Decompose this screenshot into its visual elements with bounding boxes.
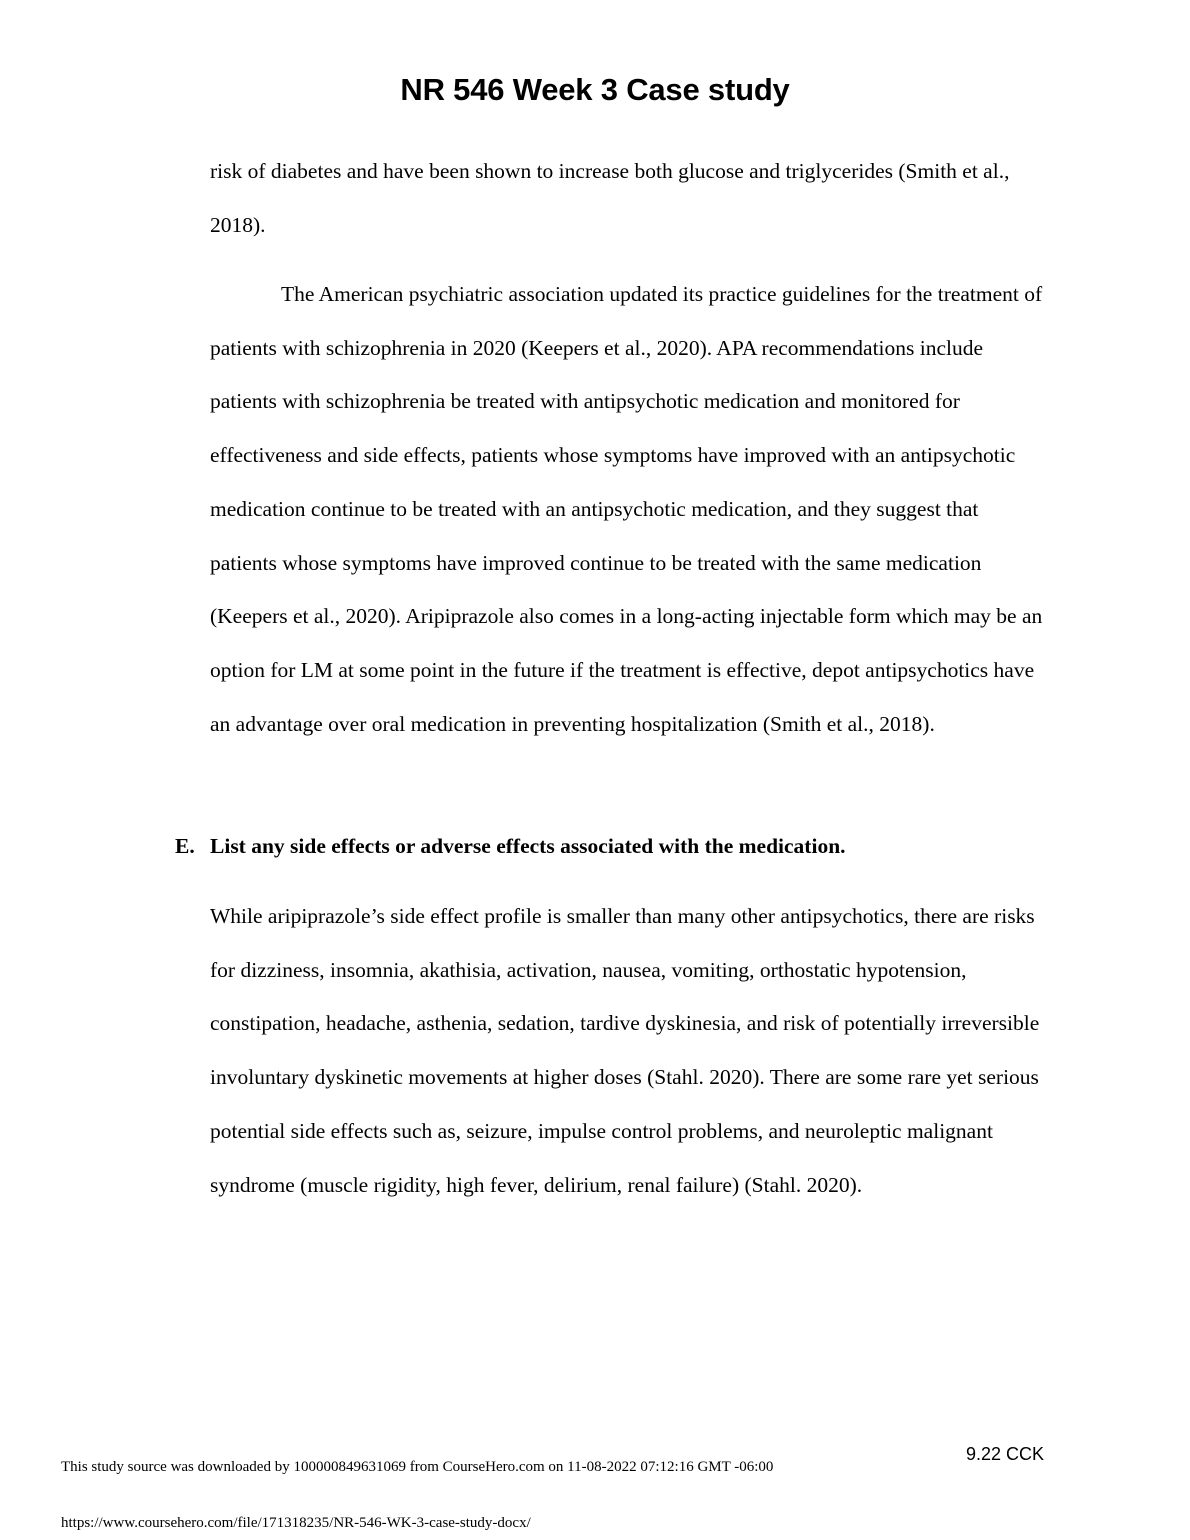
document-title: NR 546 Week 3 Case study bbox=[400, 72, 790, 107]
footer-url: https://www.coursehero.com/file/171318235/NR-546-WK-3-case-study-docx/ bbox=[61, 1515, 531, 1531]
body-paragraph-2: The American psychiatric association updated its practice guidelines for the treatment of patients with schizophrenia in 2020 (Keepers et al., 2020). APA recommendations include patients with schizophrenia be treated with antipsychotic medication and monitored for effectiveness and side effects, patients whose symptoms have improved with an antipsychotic medication continue to be treated with an antipsychotic medication, and they suggest that patients whose symptoms have improved continue to be treated with the same medication (Keepers et al., 2020). Aripiprazole also comes in a long-acting injectable form which may be an option for LM at some point in the future if the treatment is effective, depot antipsychotics have an advantage over oral medication in preventing hospitalization (Smith et al., 2018). bbox=[210, 282, 1043, 736]
section-e-heading-text: List any side effects or adverse effects associated with the medication. bbox=[210, 834, 846, 858]
body-paragraph-1: risk of diabetes and have been shown to increase both glucose and triglycerides (Smith et al., 2018). bbox=[210, 159, 1010, 237]
footer-source-note: This study source was downloaded by 100000849631069 from CourseHero.com on 11-08-2022 07:12:16 GMT -06:00 bbox=[61, 1459, 774, 1475]
section-e-paragraph: While aripiprazole’s side effect profile is smaller than many other antipsychotics, there are risks for dizziness, insomnia, akathisia, activation, nausea, vomiting, orthostatic hypotension, constipation, headache, asthenia, sedation, tardive dyskinesia, and risk of potentially irreversible involuntary dyskinetic movements at higher doses (Stahl. 2020). There are some rare yet serious potential side effects such as, seizure, impulse control problems, and neuroleptic malignant syndrome (muscle rigidity, high fever, delirium, renal failure) (Stahl. 2020). bbox=[210, 904, 1040, 1197]
footer-code: 9.22 CCK bbox=[965, 1444, 1044, 1464]
section-e-marker: E. bbox=[175, 834, 195, 858]
section-e-heading bbox=[175, 820, 1055, 874]
